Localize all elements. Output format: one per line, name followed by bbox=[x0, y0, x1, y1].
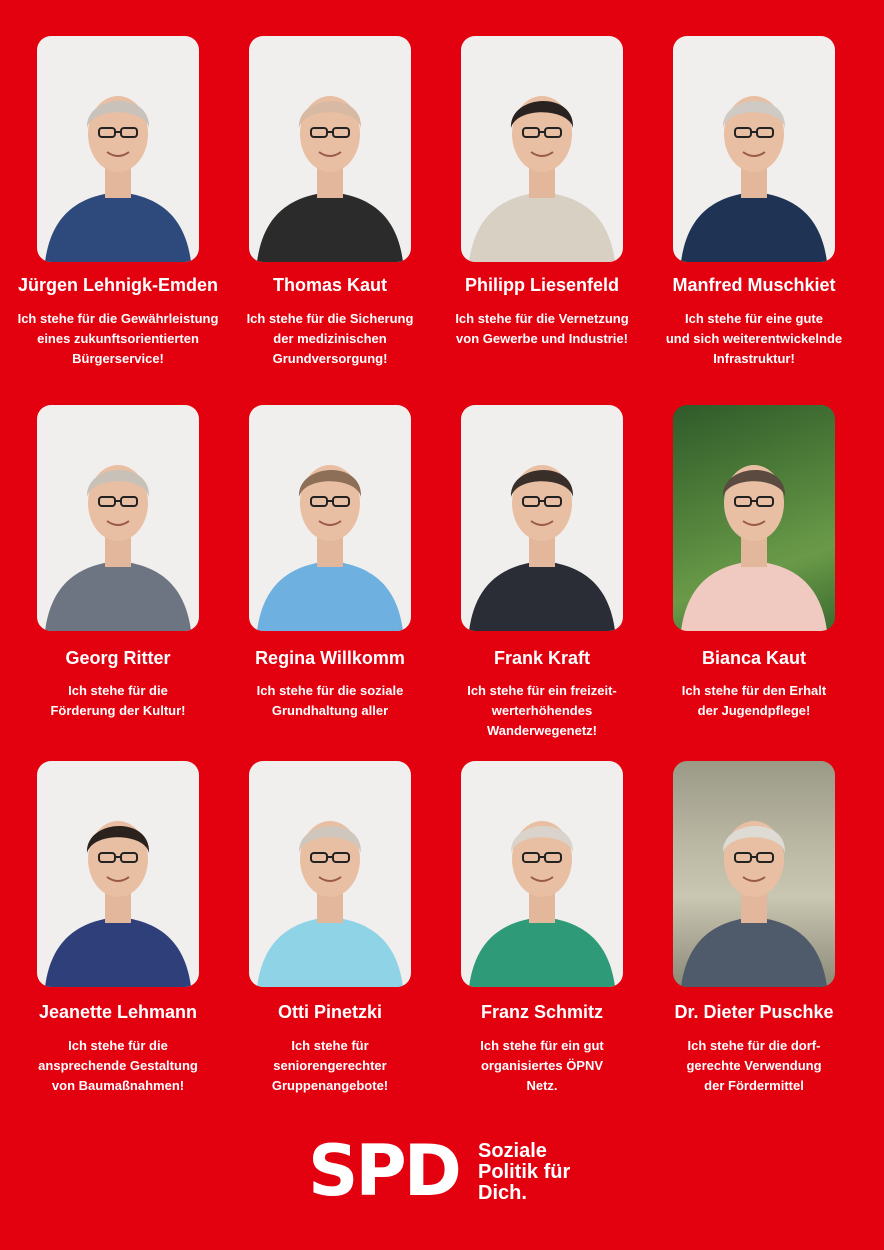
candidate-photo bbox=[249, 36, 411, 262]
slogan-line: Förderung der Kultur! bbox=[50, 703, 186, 718]
tagline-line: Dich. bbox=[478, 1182, 527, 1204]
candidate-name: Philipp Liesenfeld bbox=[464, 275, 620, 295]
candidate-photo bbox=[249, 405, 411, 631]
candidate-name: Jeanette Lehmann bbox=[38, 1002, 198, 1022]
slogan-line: Bürgerservice! bbox=[72, 351, 164, 366]
slogan-line: Ich stehe für die dorf- bbox=[687, 1038, 821, 1053]
slogan-line: Ich stehe für die soziale bbox=[256, 683, 404, 698]
slogan-line: Ich stehe für die Vernetzung bbox=[455, 311, 629, 326]
candidate-photo bbox=[673, 36, 835, 262]
candidate-name: Otti Pinetzki bbox=[277, 1002, 382, 1022]
candidate-name: Frank Kraft bbox=[493, 648, 591, 668]
candidate-photo bbox=[673, 761, 835, 987]
candidate-photo bbox=[37, 36, 199, 262]
candidate-slogan bbox=[648, 1036, 860, 1096]
candidate-photo bbox=[249, 761, 411, 987]
slogan-line: Grundhaltung aller bbox=[271, 703, 389, 718]
candidate-slogan bbox=[12, 309, 224, 369]
candidate-slogan bbox=[648, 309, 860, 369]
slogan-line: organisiertes ÖPNV bbox=[480, 1058, 604, 1073]
tagline bbox=[478, 1141, 570, 1204]
candidate-slogan bbox=[436, 681, 648, 741]
slogan-line: von Baumaßnahmen! bbox=[51, 1078, 185, 1093]
candidate-photo bbox=[461, 405, 623, 631]
slogan-line: Ich stehe für ein gut bbox=[480, 1038, 604, 1053]
slogan-line: Wanderwegenetz! bbox=[486, 723, 598, 738]
candidate-name: Dr. Dieter Puschke bbox=[674, 1002, 834, 1022]
slogan-line: der Fördermittel bbox=[704, 1078, 804, 1093]
candidate-slogan bbox=[648, 681, 860, 721]
candidate-photo bbox=[461, 761, 623, 987]
slogan-line: Ich stehe für ein freizeit- bbox=[467, 683, 617, 698]
slogan-line: seniorengerechter bbox=[273, 1058, 387, 1073]
slogan-line: von Gewerbe und Industrie! bbox=[456, 331, 628, 346]
candidate-slogan bbox=[12, 681, 224, 721]
slogan-line: Ich stehe für eine gute bbox=[685, 311, 823, 326]
slogan-line: Gruppenangebote! bbox=[271, 1078, 389, 1093]
slogan-line: Ich stehe für die Gewährleistung bbox=[17, 311, 219, 326]
slogan-line: Ich stehe für die bbox=[68, 683, 168, 698]
slogan-line: Ich stehe für den Erhalt bbox=[681, 683, 827, 698]
candidate-name: Thomas Kaut bbox=[272, 275, 387, 295]
candidate-slogan bbox=[436, 309, 648, 349]
slogan-line: ansprechende Gestaltung bbox=[38, 1058, 198, 1073]
candidate-slogan bbox=[224, 681, 436, 721]
candidate-photo bbox=[673, 405, 835, 631]
tagline-line: Politik für bbox=[478, 1161, 571, 1183]
slogan-line: und sich weiterentwickelnde bbox=[665, 331, 843, 346]
candidate-name: Jürgen Lehnigk-Emden bbox=[17, 275, 219, 295]
candidate-name: Franz Schmitz bbox=[480, 1002, 604, 1022]
slogan-line: eines zukunftsorientierten bbox=[37, 331, 199, 346]
slogan-line: Infrastruktur! bbox=[713, 351, 795, 366]
candidate-slogan bbox=[224, 309, 436, 369]
candidate-slogan bbox=[12, 1036, 224, 1096]
tagline-line: Soziale bbox=[478, 1140, 547, 1162]
candidate-photo bbox=[37, 405, 199, 631]
slogan-line: gerechte Verwendung bbox=[686, 1058, 822, 1073]
slogan-line: stehe für bbox=[313, 1038, 369, 1053]
slogan-line: der medizinischen bbox=[273, 331, 387, 346]
slogan-line: Ich bbox=[291, 1038, 311, 1053]
slogan-line: Ich stehe für die bbox=[68, 1038, 168, 1053]
candidate-name: Manfred Muschkiet bbox=[672, 275, 836, 295]
slogan-line: Ich stehe für die Sicherung bbox=[246, 311, 414, 326]
candidate-photo bbox=[37, 761, 199, 987]
slogan-line: der Jugendpflege! bbox=[697, 703, 811, 718]
slogan-line: Netz. bbox=[526, 1078, 558, 1093]
candidate-name: Bianca Kaut bbox=[701, 648, 807, 668]
candidate-slogan bbox=[436, 1036, 648, 1096]
spd-logo: SPD bbox=[308, 1130, 459, 1212]
candidate-name: Georg Ritter bbox=[65, 648, 171, 668]
slogan-line: werterhöhendes bbox=[491, 703, 593, 718]
slogan-line: Grundversorgung! bbox=[272, 351, 388, 366]
candidate-slogan bbox=[224, 1036, 436, 1096]
candidate-photo bbox=[461, 36, 623, 262]
candidate-name: Regina Willkomm bbox=[255, 648, 405, 668]
